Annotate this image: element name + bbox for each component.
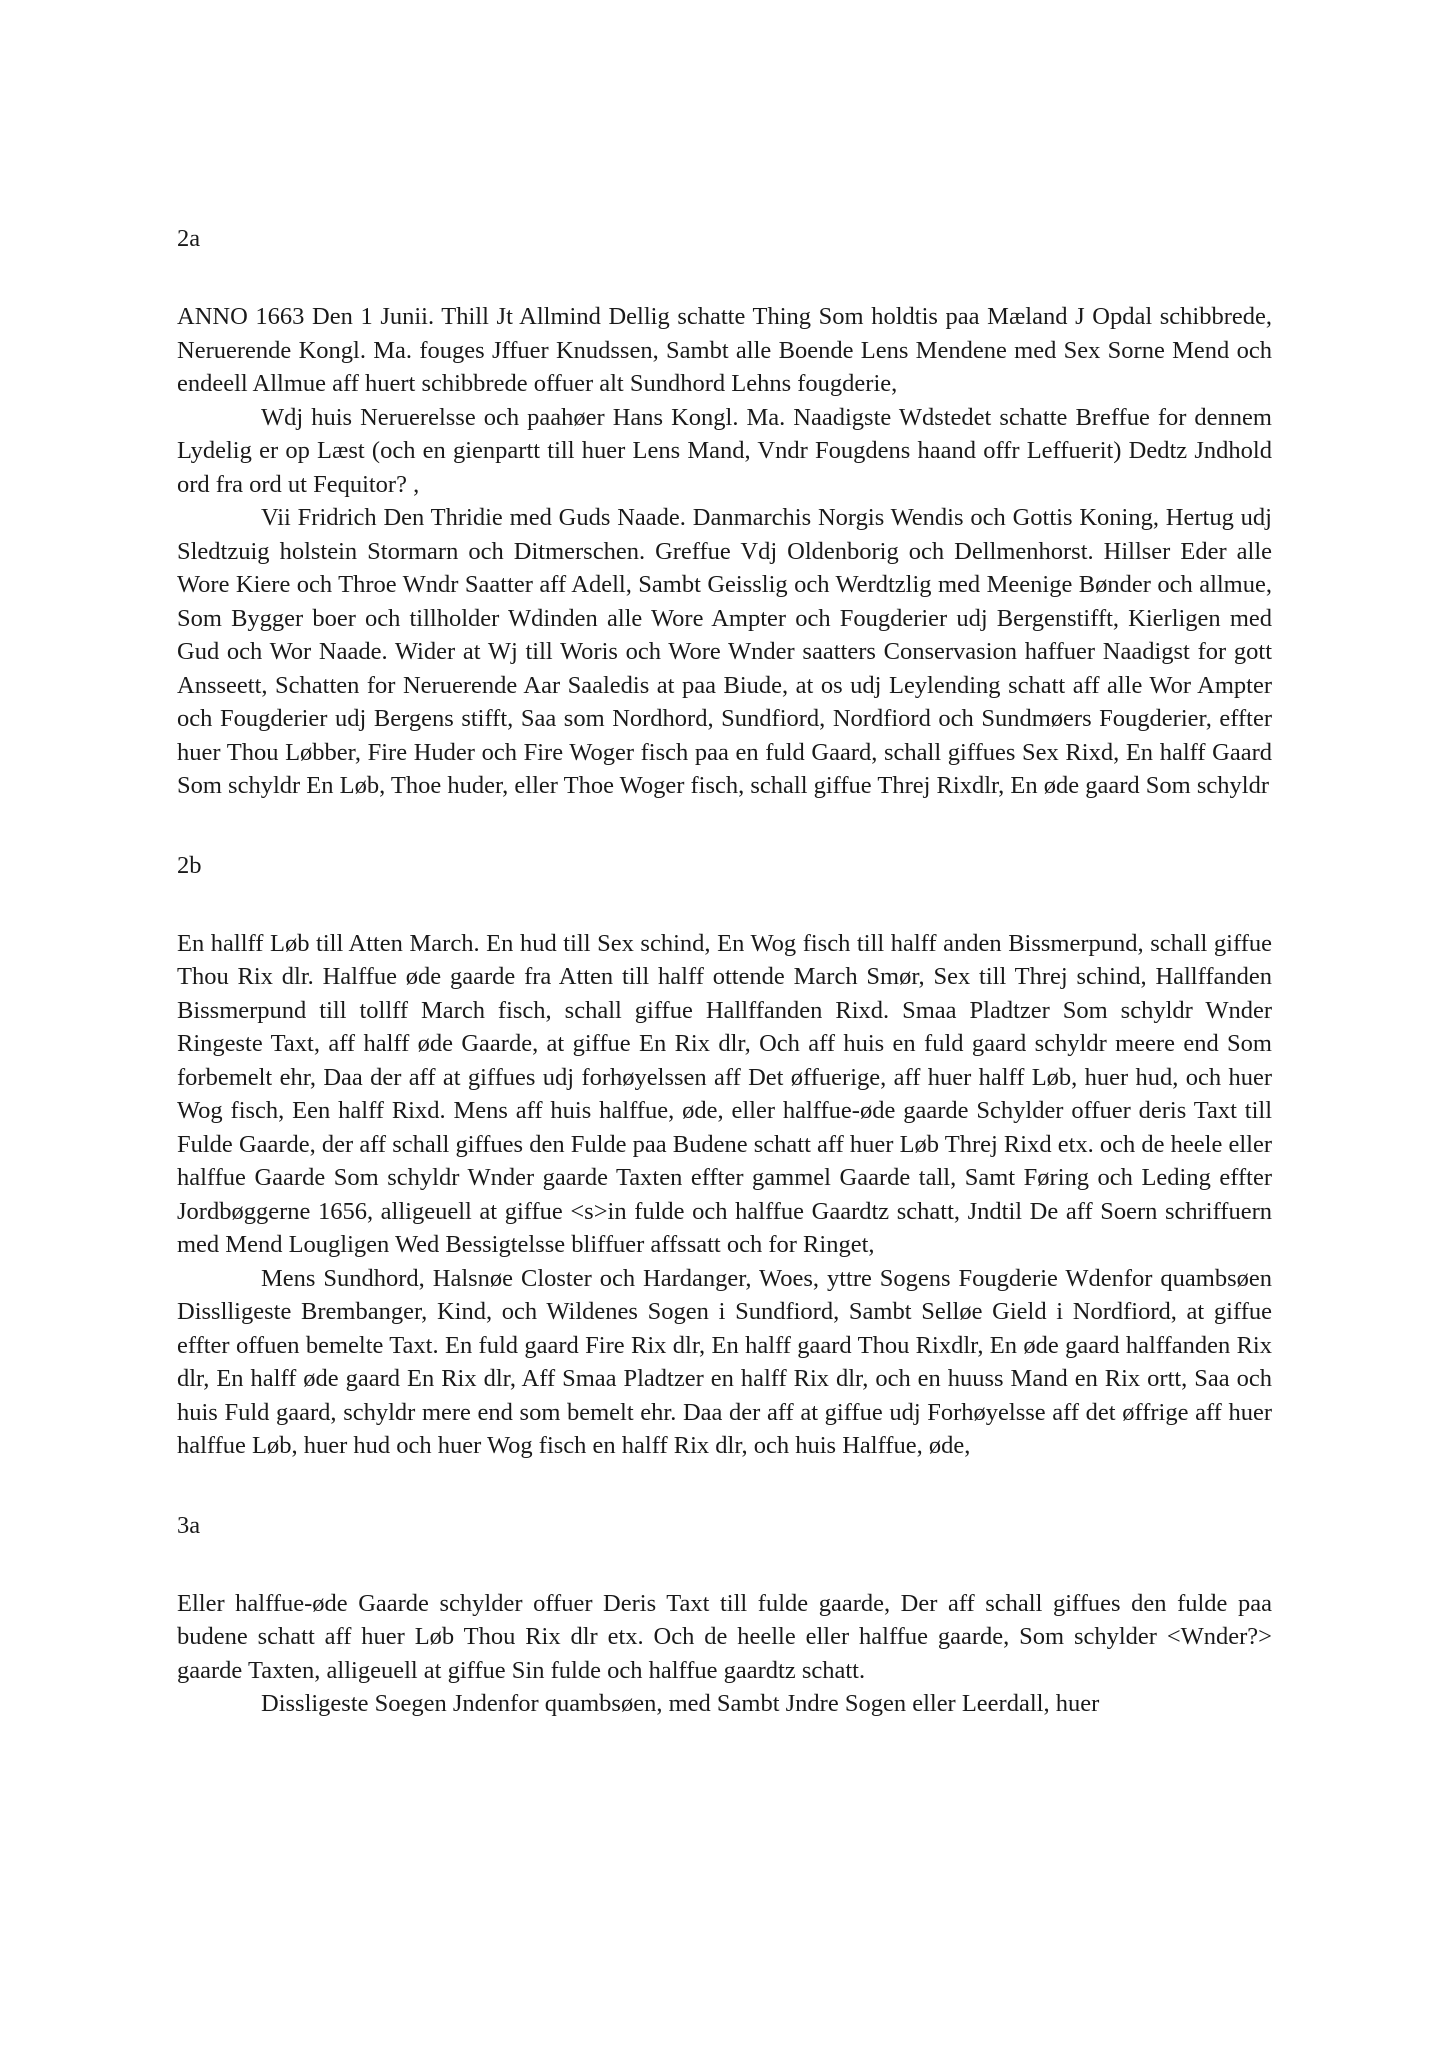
folio-label: 2a — [177, 225, 201, 252]
folio-label: 2b — [177, 851, 202, 879]
paragraph: Vii Fridrich Den Thridie med Guds Naade. Danmarchis Norgis Wendis och Gottis Koning, Hertug udj Sledtzuig holstein Stormarn och Ditmerschen. Greffue Vdj Oldenborig och Dellmenhorst. Hillser Eder alle Wore Kiere och Throe Wndr Saatter aff Adell, Sambt Geisslig och Werdtzlig med Meenige Bønder och allmue, Som Bygger boer och tillholder Wdinden alle Wore Ampter och Fougderier udj Bergenstifft, Kierligen med Gud och Wor Naade. Wider at Wj till Woris och Wore Wnder saatters Conservasion haffuer Naadigst for gott Ansseett, Schatten for Neruerende Aar Saaledis at paa Biude, at os udj Leylending schatt aff alle Wor Ampter och Fougderier udj Bergens stifft, Saa som Nordhord, Sundfiord, Nordfiord och Sundmøers Fougderier, effter huer Thou Løbber, Fire Huder och Fire Woger fisch paa en fuld Gaard, schall giffues Sex Rixd, En halff Gaard Som schyldr En Løb, Thoe huder, eller Thoe Woger fisch, schall giffue Threj Rixdlr, En øde gaard Som schyldr — [177, 504, 1272, 799]
paragraph: Eller halffue-øde Gaarde schylder offuer Deris Taxt till fulde gaarde, Der aff schall giffues den fulde paa budene schatt aff huer Løb Thou Rix dlr etx. Och de heelle eller halffue gaarde, Som schylder <Wnder?> gaarde Taxten, alligeuell at giffue Sin fulde och halffue gaardtz schatt. — [177, 1589, 1272, 1684]
paragraph: En hallff Løb till Atten March. En hud till Sex schind, En Wog fisch till halff anden Bissmerpund, schall giffue Thou Rix dlr. Halffue øde gaarde fra Atten till halff ottende March Smør, Sex till Threj schind, Hallffanden Bissmerpund till tollff March fisch, schall giffue Hallffanden Rixd. Smaa Pladtzer Som schyldr Wnder Ringeste Taxt, aff halff øde Gaarde, at giffue En Rix dlr, Och aff huis en fuld gaard schyldr meere end Som forbemelt ehr, Daa der aff at giffues udj forhøyelssen aff Det øffuerige, aff huer halff Løb, huer hud, och huer Wog fisch, Een halff Rixd. Mens aff huis halffue, øde, eller halffue-øde gaarde Schylder offuer deris Taxt till Fulde Gaarde, der aff schall giffues den Fulde paa Budene schatt aff huer Løb Threj Rixd etx. och de heele eller halffue Gaarde Som schyldr Wnder gaarde Taxten effter gammel Gaarde tall, Samt Føring och Leding effter Jordbøggerne 1656, alligeuell at giffue <s>in fulde och halffue Gaardtz schatt, Jndtil De aff Soern schriffuern med Mend Lougligen Wed Bessigtelsse bliffuer affssatt och for Ringet, — [177, 929, 1272, 1258]
paragraph: Mens Sundhord, Halsnøe Closter och Hardanger, Woes, yttre Sogens Fougderie Wdenfor quambsøen Disslligeste Brembanger, Kind, och Wildenes Sogen i Sundfiord, Sambt Selløe Gield i Nordfiord, at giffue effter offuen bemelte Taxt. En fuld gaard Fire Rix dlr, En halff gaard Thou Rixdlr, En øde gaard halffanden Rix dlr, En halff øde gaard En Rix dlr, Aff Smaa Pladtzer en halff Rix dlr, och en huuss Mand en Rix ortt, Saa och huis Fuld gaard, schyldr mere end som bemelt ehr. Daa der aff at giffue udj Forhøyelsse aff det øffrige aff huer halffue Løb, huer hud och huer Wog fisch en halff Rix dlr, och huis Halffue, øde, — [177, 1264, 1272, 1459]
document-page — [177, 222, 1272, 1721]
folio-section-2a — [177, 222, 1272, 803]
paragraph: Dissligeste Soegen Jndenfor quambsøen, med Sambt Jndre Sogen eller Leerdall, huer — [261, 1690, 1100, 1717]
folio-label: 3a — [177, 1511, 201, 1539]
folio-section-3a — [177, 1509, 1272, 1721]
folio-section-2b — [177, 849, 1272, 1463]
paragraph: ANNO 1663 Den 1 Junii. Thill Jt Allmind Dellig schatte Thing Som holdtis paa Mæland J Opdal schibbrede, Neruerende Kongl. Ma. fouges Jffuer Knudssen, Sambt alle Boende Lens Mendene med Sex Sorne Mend och endeell Allmue aff huert schibbrede offuer alt Sundhord Lehns fougderie, — [177, 303, 1272, 397]
paragraph: Wdj huis Neruerelsse och paahøer Hans Kongl. Ma. Naadigste Wdstedet schatte Breffue for dennem Lydelig er op Læst (och en gienpartt till huer Lens Mand, Vndr Fougdens haand offr Leffuerit) Dedtz Jndhold ord fra ord ut Fequitor? , — [177, 403, 1272, 498]
